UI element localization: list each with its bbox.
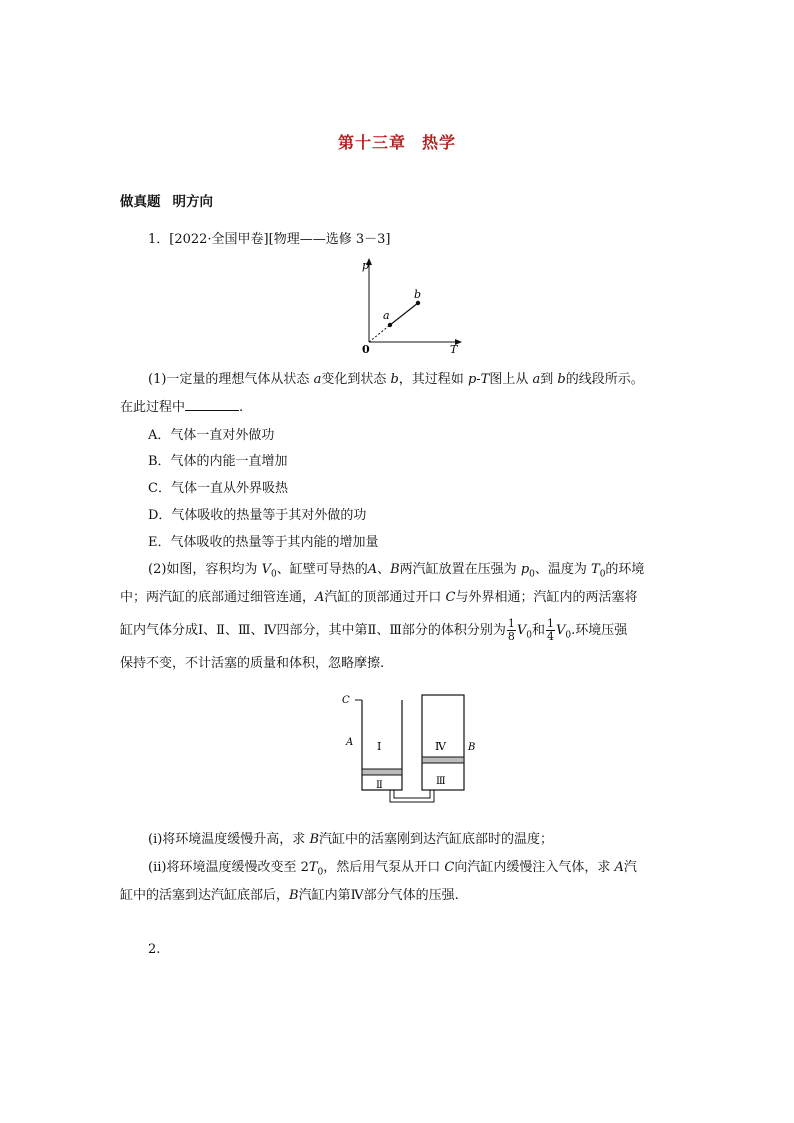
point-a (388, 323, 392, 327)
t-axis-label: T (450, 343, 458, 355)
answer-blank[interactable] (185, 398, 239, 411)
connecting-tube-inner (394, 790, 430, 798)
fraction-one-eighth: $\frac{1}{8}$ (507, 617, 515, 643)
label-a: A (346, 737, 354, 748)
point-b-label: b (414, 288, 422, 301)
q2-part-i: (ⅰ)将环境温度缓慢升高，求 B汽缸中的活塞刚到达汽缸底部时的温度； (148, 832, 554, 847)
chapter-number: 第十三章 (337, 133, 406, 152)
region-2-label: Ⅱ (376, 780, 383, 791)
fraction-one-quarter: $\frac{1}{4}$ (547, 617, 555, 643)
piston-b (422, 757, 464, 763)
p-axis-label: p (362, 259, 370, 272)
origin-label: 0 (362, 343, 370, 355)
q2-part-ii-line2: 缸中的活塞到达汽缸底部后，B汽缸内第Ⅳ部分气体的压强. (120, 888, 459, 903)
label-b: B (468, 742, 476, 753)
option-d: D．气体吸收的热量等于其对外做的功 (148, 508, 367, 523)
chapter-subject: 热学 (422, 133, 457, 152)
chapter-title (0, 130, 794, 153)
region-3-label: Ⅲ (436, 776, 446, 787)
label-c: C (342, 695, 350, 706)
problem1-header: 1．[2022·全国甲卷][物理——选修 3－3] (148, 232, 391, 247)
pt-graph (355, 255, 470, 355)
q2-line4: 保持不变，不计活塞的质量和体积，忽略摩擦. (120, 656, 385, 671)
section-heading-part1: 做真题 (120, 194, 161, 210)
point-a-label: a (383, 309, 390, 322)
problem2-number: 2. (148, 942, 161, 957)
option-a: A．气体一直对外做功 (148, 428, 275, 443)
process-segment-ab (390, 303, 418, 325)
q2-part-ii-line1: (ⅱ)将环境温度缓慢改变至 $2T_0$，然后用气泵从开口 C向汽缸内缓慢注入气体，求 A汽 (148, 860, 637, 878)
q1-line1: (1)一定量的理想气体从状态 a变化到状态 b，其过程如 p-T图上从 a到 b的线段所示。 (148, 372, 644, 387)
option-c: C．气体一直从外界吸热 (148, 481, 288, 496)
q1-line2: 在此过程中 . (120, 400, 244, 415)
piston-a (362, 769, 402, 775)
region-4-label: Ⅳ (435, 740, 446, 753)
cylinder-diagram (335, 688, 495, 813)
q2-line3: 缸内气体分成Ⅰ、Ⅱ、Ⅲ、Ⅳ四部分，其中第Ⅱ、Ⅲ部分的体积分别为 $\frac{1}{8}$ $V_0$和 $\frac{1}{4}$ $V_0$.环境压强 (120, 617, 628, 643)
extension-dashed-line (369, 325, 390, 342)
option-e: E．气体吸收的热量等于其内能的增加量 (148, 535, 379, 550)
point-b (416, 301, 420, 305)
cylinder-a-wall (362, 700, 402, 790)
q2-line2: 中；两汽缸的底部通过细管连通，A汽缸的顶部通过开口 C与外界相通；汽缸内的两活塞将 (120, 590, 638, 605)
option-b: B．气体的内能一直增加 (148, 454, 288, 469)
section-heading (120, 190, 213, 210)
q2-line1: (2)如图，容积均为 $V_0$、缸壁可导热的A、B两汽缸放置在压强为 $p_0$、温度为 $T_0$的环境 (148, 562, 645, 580)
connecting-tube-outer (390, 790, 434, 802)
section-heading-part2: 明方向 (172, 194, 213, 210)
region-1-label: Ⅰ (377, 740, 382, 753)
